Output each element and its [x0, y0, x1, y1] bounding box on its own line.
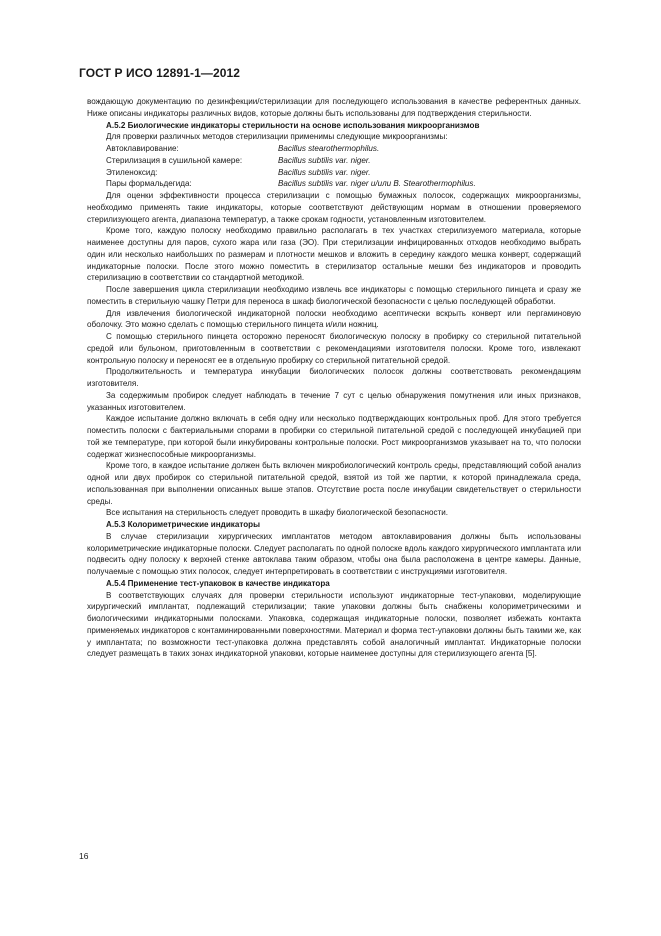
- paragraph: В случае стерилизации хирургических имплантатов методом автоклавирования должны быть использованы колориметрические индикаторные полоски. Следует располагать по одной полоске вдоль каждого хирургического имплантата или подвесить одну полоску к верхней стенке автоклава таким образом, чтобы она была расположена в центре камеры. Данные, получаемые с помощью этих полосок, следует интерпретировать в соответствии с инструкциями изготовителя.: [87, 531, 581, 576]
- microorganism-name: Bacillus subtilis var. niger.: [278, 167, 371, 177]
- page-number: 16: [79, 851, 89, 861]
- sterilization-method: Пары формальдегида:: [106, 179, 192, 189]
- list-item: [87, 167, 581, 179]
- document-body: [87, 96, 581, 660]
- list-item: [87, 178, 581, 190]
- paragraph-a52-intro: Для проверки различных методов стерилизации применимы следующие микроорганизмы:: [106, 132, 448, 142]
- paragraph: Кроме того, каждую полоску необходимо правильно располагать в тех участках стерилизуемого материала, которые наименее доступны для паров, сухого жара или газа (ЭО). При стерилизации инфицированных отходов необходимо выбрать один или несколько наибольших по размерам и плотности мешков и вложить в середину каждого мешка конверт, содержащий индикаторные полоски. После этого можно поместить в стерилизатор остальные мешки без индикаторов и проводить стерилизацию в соответствии со стандартной методикой.: [87, 226, 581, 283]
- paragraph: Кроме того, в каждое испытание должен быть включен микробиологический контроль среды, представляющий собой анализ одной или двух пробирок со стерильной питательной средой, взятой из той же партии, к которой принадлежала среда, использованная при выполнении описанных выше этапов. Отсутствие роста после инкубации свидетельствует о стерильности среды.: [87, 461, 581, 506]
- sterilization-method: Автоклавирование:: [106, 144, 179, 153]
- microorganism-name: Bacillus subtilis var. niger.: [278, 155, 371, 165]
- paragraph: Все испытания на стерильность следует проводить в шкафу биологической безопасности.: [106, 508, 449, 518]
- paragraph: После завершения цикла стерилизации необходимо извлечь все индикаторы с помощью стерильного пинцета и сразу же поместить в стерильную чашку Петри для переноса в шкаф биологической безопасности с целью последующей обработки.: [87, 285, 581, 306]
- microorganism-name: Bacillus stearothermophilus.: [278, 144, 380, 153]
- paragraph-intro: вождающую документацию по дезинфекции/стерилизации для последующего использования в качестве референтных данных. Ниже описаны индикаторы различных видов, которые должны быть использованы для подтверждения стерильности.: [87, 97, 581, 118]
- paragraph: За содержимым пробирок следует наблюдать в течение 7 сут с целью обнаружения помутнения или иных признаков, указанных изготовителем.: [87, 390, 581, 412]
- section-heading-a53: А.5.3 Колориметрические индикаторы: [106, 520, 260, 529]
- paragraph: С помощью стерильного пинцета осторожно переносят биологическую полоску в пробирку со стерильной питательной средой или бульоном, приготовленным в соответствии с рекомендациями изготовителя полоски. Кроме того, извлекают контрольную полоску и переносят ее в отдельную пробирку со стерильной питательной средой.: [87, 332, 581, 365]
- list-item: [87, 155, 581, 167]
- section-heading-a54: А.5.4 Применение тест-упаковок в качестве индикатора: [106, 578, 330, 588]
- microorganism-name: Bacillus subtilis var. niger и/или B. Stearothermophilus.: [278, 179, 476, 189]
- paragraph: В соответствующих случаях для проверки стерильности используют индикаторные тест-упаковки, моделирующие хирургический имплантат, подлежащий стерилизации; такие упаковки должны быть снабжены колориметрическими и биологическими индикаторными полосками. Упаковка, содержащая индикаторные полоски, позволяет избежать контакта применяемых индикаторов с контаминированными поверхностями. Материал и форма тест-упаковки должны быть такими же, как у имплантата; по возможности тест-упаковка должна представлять собой аналогичный имплантат. Индикаторные полоски следует размещать в таких зонах индикаторной упаковки, которые наименее доступны для стерилизующего агента [5].: [87, 590, 581, 659]
- organism-list: [87, 143, 581, 190]
- paragraph: Каждое испытание должно включать в себя одну или несколько подтверждающих контрольных проб. Для этого требуется поместить полоски с бактериальными спорами в пробирки со стерильной питательной средой с последующей инкубацией при той же температуре, при которой были инкубированы контрольные полоски. Рост микроорганизмов указывает на то, что полоски содержат жизнеспособные микроорганизмы.: [87, 414, 581, 459]
- sterilization-method: Этиленоксид:: [106, 167, 158, 177]
- section-heading-a52: А.5.2 Биологические индикаторы стерильности на основе использования микроорганизмов: [106, 120, 480, 130]
- paragraph: Для оценки эффективности процесса стерилизации с помощью бумажных полосок, содержащих микроорганизмы, необходимо применять такие индикаторы, которые соответствуют действующим нормам в отношении проверяемого стерилизующего агента, диапазона температур, а также срокам годности, установленным изготовителем.: [87, 191, 581, 224]
- sterilization-method: Стерилизация в сушильной камере:: [106, 155, 243, 165]
- paragraph: Для извлечения биологической индикаторной полоски необходимо асептически вскрыть конверт или пергаминовую оболочку. Это можно сделать с помощью стерильного пинцета и/или ножниц.: [87, 308, 581, 330]
- page-header-title: ГОСТ Р ИСО 12891-1—2012: [79, 66, 241, 80]
- paragraph: Продолжительность и температура инкубации биологических полосок должны соответствовать рекомендациям изготовителя.: [87, 367, 581, 388]
- list-item: [87, 143, 581, 155]
